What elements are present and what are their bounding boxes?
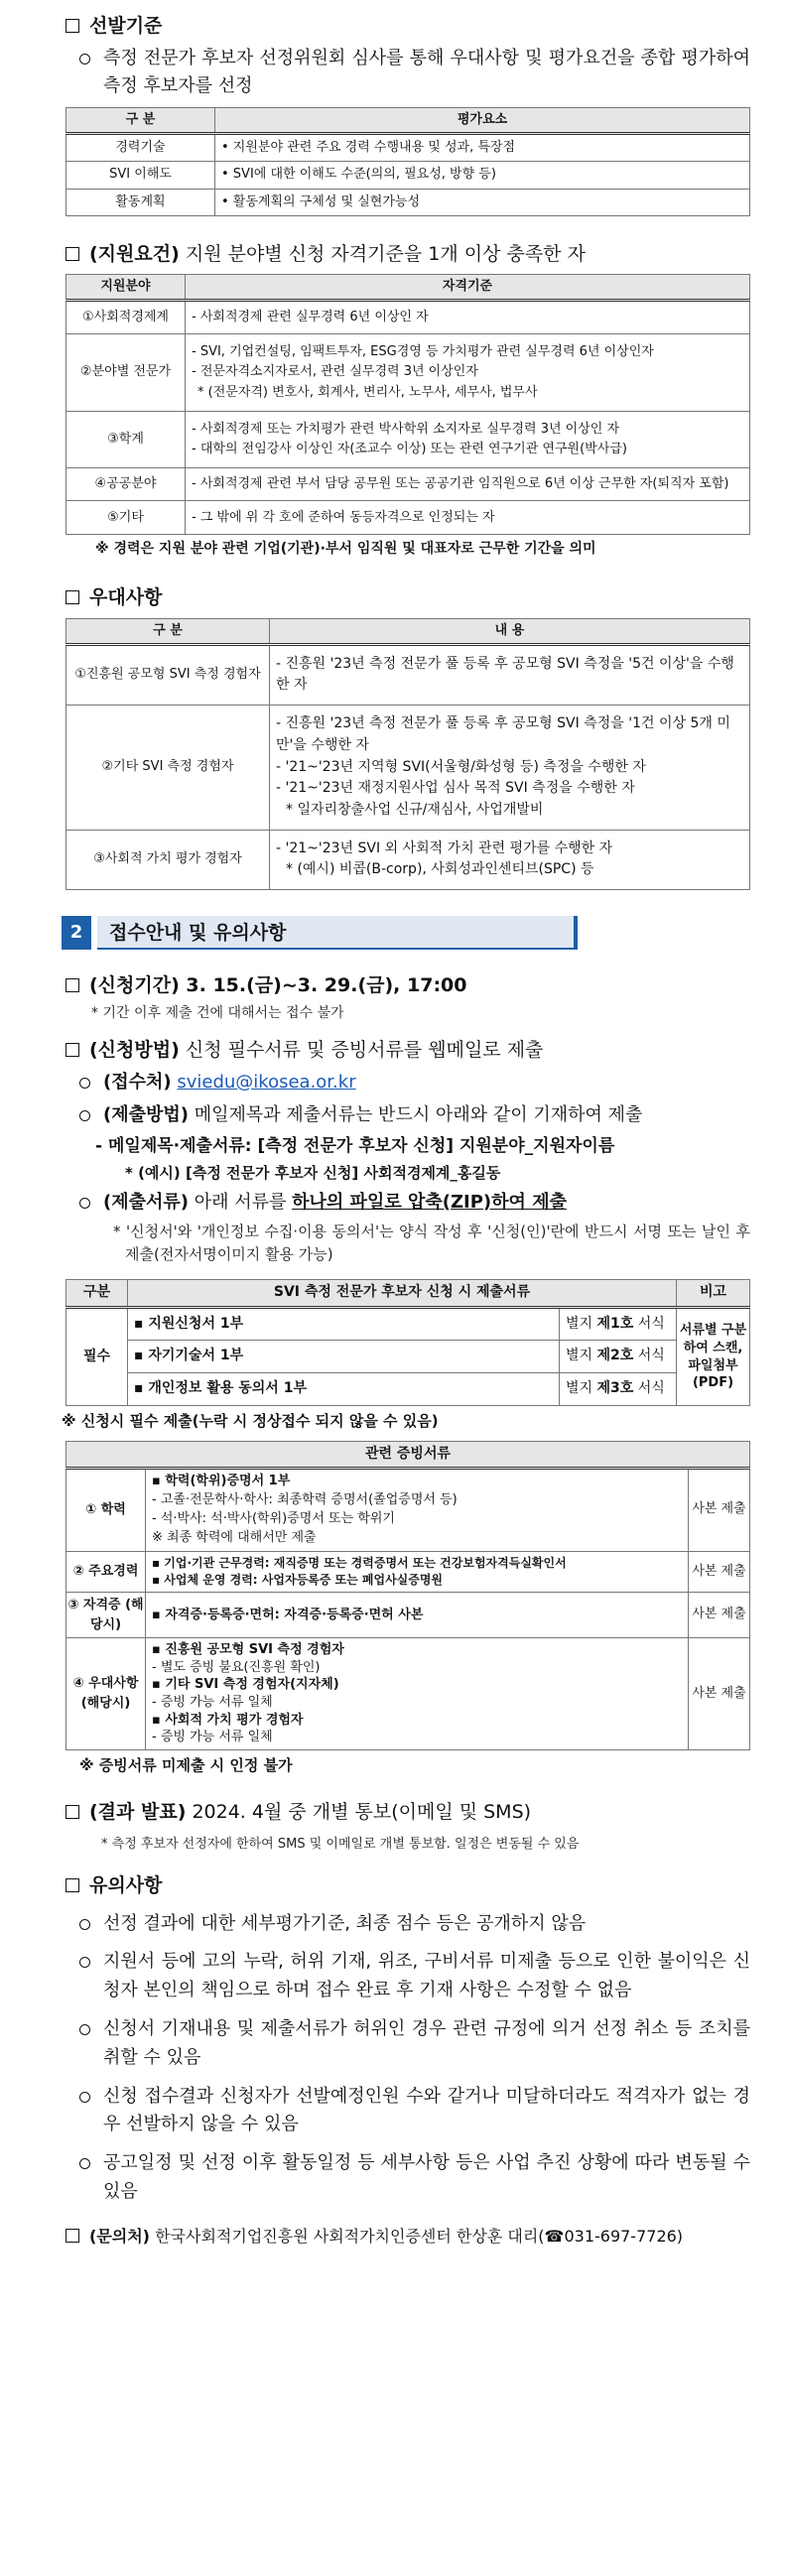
table-row: ▪ 자기기술서 1부 별지 제2호 서식 <box>66 1341 750 1373</box>
caution-item: 선정 결과에 대한 세부평가기준, 최종 점수 등은 공개하지 않음 <box>66 1910 750 1939</box>
receiver-email-link[interactable]: sviedu@ikosea.or.kr <box>177 1071 356 1093</box>
period-heading: (신청기간) 3. 15.(금)~3. 29.(금), 17:00 <box>66 971 750 1000</box>
table-row: ④ 우대사항 (해당시) ▪ 진흥원 공모형 SVI 측정 경험자 - 별도 증빙 불요(진흥원 확인) ▪ 기타 SVI 측정 경험자(지자체) - 증빙 가능 서류 일체 ▪ 사회적 가치 평가 경험자 - 증빙 가능 서류 일체 사본 제출 <box>66 1638 750 1749</box>
evidence-docs-note: ※ 증빙서류 미제출 시 인정 불가 <box>79 1755 293 1774</box>
table-header: 구 분 <box>66 108 215 134</box>
circle-bullet-icon <box>79 2024 90 2035</box>
selection-item: 측정 전문가 후보자 선정위원회 심사를 통해 우대사항 및 평가요건을 종합 평가하여 측정 후보자를 선정 <box>66 45 750 102</box>
table-row: ③사회적 가치 평가 경험자 - '21~'23년 SVI 외 사회적 가치 관련 평가를 수행한 자 * (예시) 비콥(B-corp), 사회성과인센티브(SPC) 등 <box>66 830 750 889</box>
checkbox-square-icon <box>66 978 79 992</box>
checkbox-square-icon <box>66 1878 79 1892</box>
result-note: * 측정 후보자 선정자에 한하여 SMS 및 이메일로 개별 통보함. 일정은 변동될 수 있음 <box>101 1836 580 1852</box>
submit-docs-item: (제출서류) 아래 서류를 하나의 파일로 압축(ZIP)하여 제출 <box>66 1189 750 1218</box>
circle-bullet-icon <box>79 1957 90 1968</box>
table-row: ② 주요경력 ▪ 기업·기관 근무경력: 재직증명 또는 경력증명서 또는 건강보험자격득실확인서 ▪ 사업체 운영 경력: 사업자등록증 또는 폐업사실증명원 사본 제출 <box>66 1551 750 1593</box>
caution-heading: 유의사항 <box>66 1871 750 1900</box>
table-row: ⑤기타 - 그 밖에 위 각 호에 준하여 동등자격으로 인정되는 자 <box>66 501 750 535</box>
checkbox-square-icon <box>66 1805 79 1819</box>
checkbox-square-icon <box>66 2229 79 2243</box>
table-header: 평가요소 <box>215 108 750 134</box>
mail-title-rule: - 메일제목·제출서류: [측정 전문가 후보자 신청] 지원분야_지원자이름 <box>95 1135 615 1156</box>
table-row: SVI 이해도 • SVI에 대한 이해도 수준(의의, 필요성, 방향 등) <box>66 162 750 189</box>
circle-bullet-icon <box>79 1110 90 1121</box>
table-row: ②기타 SVI 측정 경험자 - 진흥원 '23년 측정 전문가 풀 등록 후 공모형 SVI 측정을 '1건 이상 5개 미만'을 수행한 자 - '21~'23년 지역형 SVI(서울형/화성형 등) 측정을 수행한 자 - '21~'23년 재정지원사업 심사 목적 SVI 측정을 수행한 자 * 일자리창출사업 신규/재심사, 사업개발비 <box>66 706 750 830</box>
table-header: 내 용 <box>270 618 750 644</box>
caution-item: 공고일정 및 선정 이후 활동일정 등 세부사항 등은 사업 추진 상황에 따라 변동될 수 있음 <box>66 2149 750 2207</box>
table-row: 활동계획 • 활동계획의 구체성 및 실현가능성 <box>66 189 750 215</box>
checkbox-square-icon <box>66 19 79 33</box>
section-2-banner <box>62 916 750 950</box>
preference-heading: 우대사항 <box>66 583 750 612</box>
circle-bullet-icon <box>79 1919 90 1930</box>
preference-table <box>66 618 750 890</box>
table-header: 자격기준 <box>186 275 750 301</box>
table-row: ①사회적경제계 - 사회적경제 관련 실무경력 6년 이상인 자 <box>66 301 750 334</box>
table-row: ① 학력 ▪ 학력(학위)증명서 1부 - 고졸·전문학사·학사: 최종학력 증명서(졸업증명서 등) - 석·박사: 석·박사(학위)증명서 또는 학위기 ※ 최종 학력에 대해서만 제출 사본 제출 <box>66 1469 750 1551</box>
checkbox-square-icon <box>66 1043 79 1057</box>
table-header: 비고 <box>677 1280 750 1308</box>
result-heading: (결과 발표) 2024. 4월 중 개별 통보(이메일 및 SMS) <box>66 1798 750 1827</box>
requirements-table <box>66 274 750 535</box>
selection-heading: 선발기준 <box>66 12 750 41</box>
requirements-note: ※ 경력은 지원 분야 관련 기업(기관)·부서 임직원 및 대표자로 근무한 기간을 의미 <box>95 541 596 558</box>
table-row: 필수 ▪ 지원신청서 1부 별지 제1호 서식 서류별 구분하여 스캔, 파일첨부 (PDF) <box>66 1308 750 1341</box>
table-header: 구분 <box>66 1280 128 1308</box>
required-docs-note: ※ 신청시 필수 제출(누락 시 정상접수 되지 않을 수 있음) <box>62 1412 439 1431</box>
table-row: ①진흥원 공모형 SVI 측정 경험자 - 진흥원 '23년 측정 전문가 풀 등록 후 공모형 SVI 측정을 '5건 이상'을 수행한 자 <box>66 644 750 705</box>
caution-item: 신청서 기재내용 및 제출서류가 허위인 경우 관련 규정에 의거 선정 취소 등 조치를 취할 수 있음 <box>66 2015 750 2073</box>
caution-item: 신청 접수결과 신청자가 선발예정인원 수와 같거나 미달하더라도 적격자가 없는 경우 선발하지 않을 수 있음 <box>66 2083 750 2140</box>
caution-item: 지원서 등에 고의 누락, 허위 기재, 위조, 구비서류 미제출 등으로 인한 불이익은 신청자 본인의 책임으로 하며 접수 완료 후 기재 사항은 수정할 수 없음 <box>66 1948 750 2005</box>
table-header: SVI 측정 전문가 후보자 신청 시 제출서류 <box>128 1280 677 1308</box>
table-row: ④공공분야 - 사회적경제 관련 부서 담당 공무원 또는 공공기관 임직원으로 6년 이상 근무한 자(퇴직자 포함) <box>66 468 750 501</box>
table-row: ②분야별 전문가 - SVI, 기업컨설팅, 임팩트투자, ESG경영 등 가치평가 관련 실무경력 6년 이상인자 - 전문자격소지자로서, 관련 실무경력 3년 이상인자 * (전문자격) 변호사, 회계사, 변리사, 노무사, 세무사, 법무사 <box>66 334 750 411</box>
evidence-docs-table <box>66 1441 750 1750</box>
table-row: ③학계 - 사회적경제 또는 가치평가 관련 박사학위 소지자로 실무경력 3년 이상인 자 - 대학의 전임강사 이상인 자(조교수 이상) 또는 관련 연구기관 연구원(박사급) <box>66 411 750 467</box>
selection-table <box>66 107 750 216</box>
required-docs-table <box>66 1279 750 1406</box>
checkbox-square-icon <box>66 247 79 261</box>
method-heading: (신청방법) 신청 필수서류 및 증빙서류를 웹메일로 제출 <box>66 1036 750 1065</box>
circle-bullet-icon <box>79 54 90 64</box>
circle-bullet-icon <box>79 2092 90 2103</box>
requirements-heading: (지원요건) 지원 분야별 신청 자격기준을 1개 이상 충족한 자 <box>66 240 750 269</box>
section-title: 접수안내 및 유의사항 <box>97 916 578 950</box>
circle-bullet-icon <box>79 2158 90 2169</box>
period-note: * 기간 이후 제출 건에 대해서는 접수 불가 <box>91 1005 344 1022</box>
section-number: 2 <box>62 916 91 950</box>
circle-bullet-icon <box>79 1198 90 1209</box>
checkbox-square-icon <box>66 590 79 604</box>
required-docs-remark: 서류별 구분하여 스캔, 파일첨부 (PDF) <box>677 1308 750 1406</box>
submit-docs-note: * '신청서'와 '개인정보 수집·이용 동의서'는 양식 작성 후 '신청(인)'란에 반드시 서명 또는 날인 후 제출(전자서명이미지 활용 가능) <box>113 1223 750 1263</box>
submit-method-item: (제출방법) 메일제목과 제출서류는 반드시 아래와 같이 기재하여 제출 <box>66 1101 750 1130</box>
receiver-item: (접수처) sviedu@ikosea.or.kr <box>66 1069 750 1097</box>
table-row: ③ 자격증 (해당시) ▪ 자격증·등록증·면허: 자격증·등록증·면허 사본 사본 제출 <box>66 1593 750 1638</box>
contact-line: (문의처) 한국사회적기업진흥원 사회적가치인증센터 한상훈 대리(☎031-697-7726) <box>66 2225 750 2249</box>
mail-title-example: * (예시) [측정 전문가 후보자 신청] 사회적경제계_홍길동 <box>125 1164 501 1183</box>
table-header: 지원분야 <box>66 275 186 301</box>
table-header: 구 분 <box>66 618 270 644</box>
table-row: 경력기술 • 지원분야 관련 주요 경력 수행내용 및 성과, 특장점 <box>66 134 750 162</box>
table-header: 관련 증빙서류 <box>66 1441 750 1469</box>
table-row: ▪ 개인정보 활용 동의서 1부 별지 제3호 서식 <box>66 1373 750 1406</box>
circle-bullet-icon <box>79 1078 90 1089</box>
